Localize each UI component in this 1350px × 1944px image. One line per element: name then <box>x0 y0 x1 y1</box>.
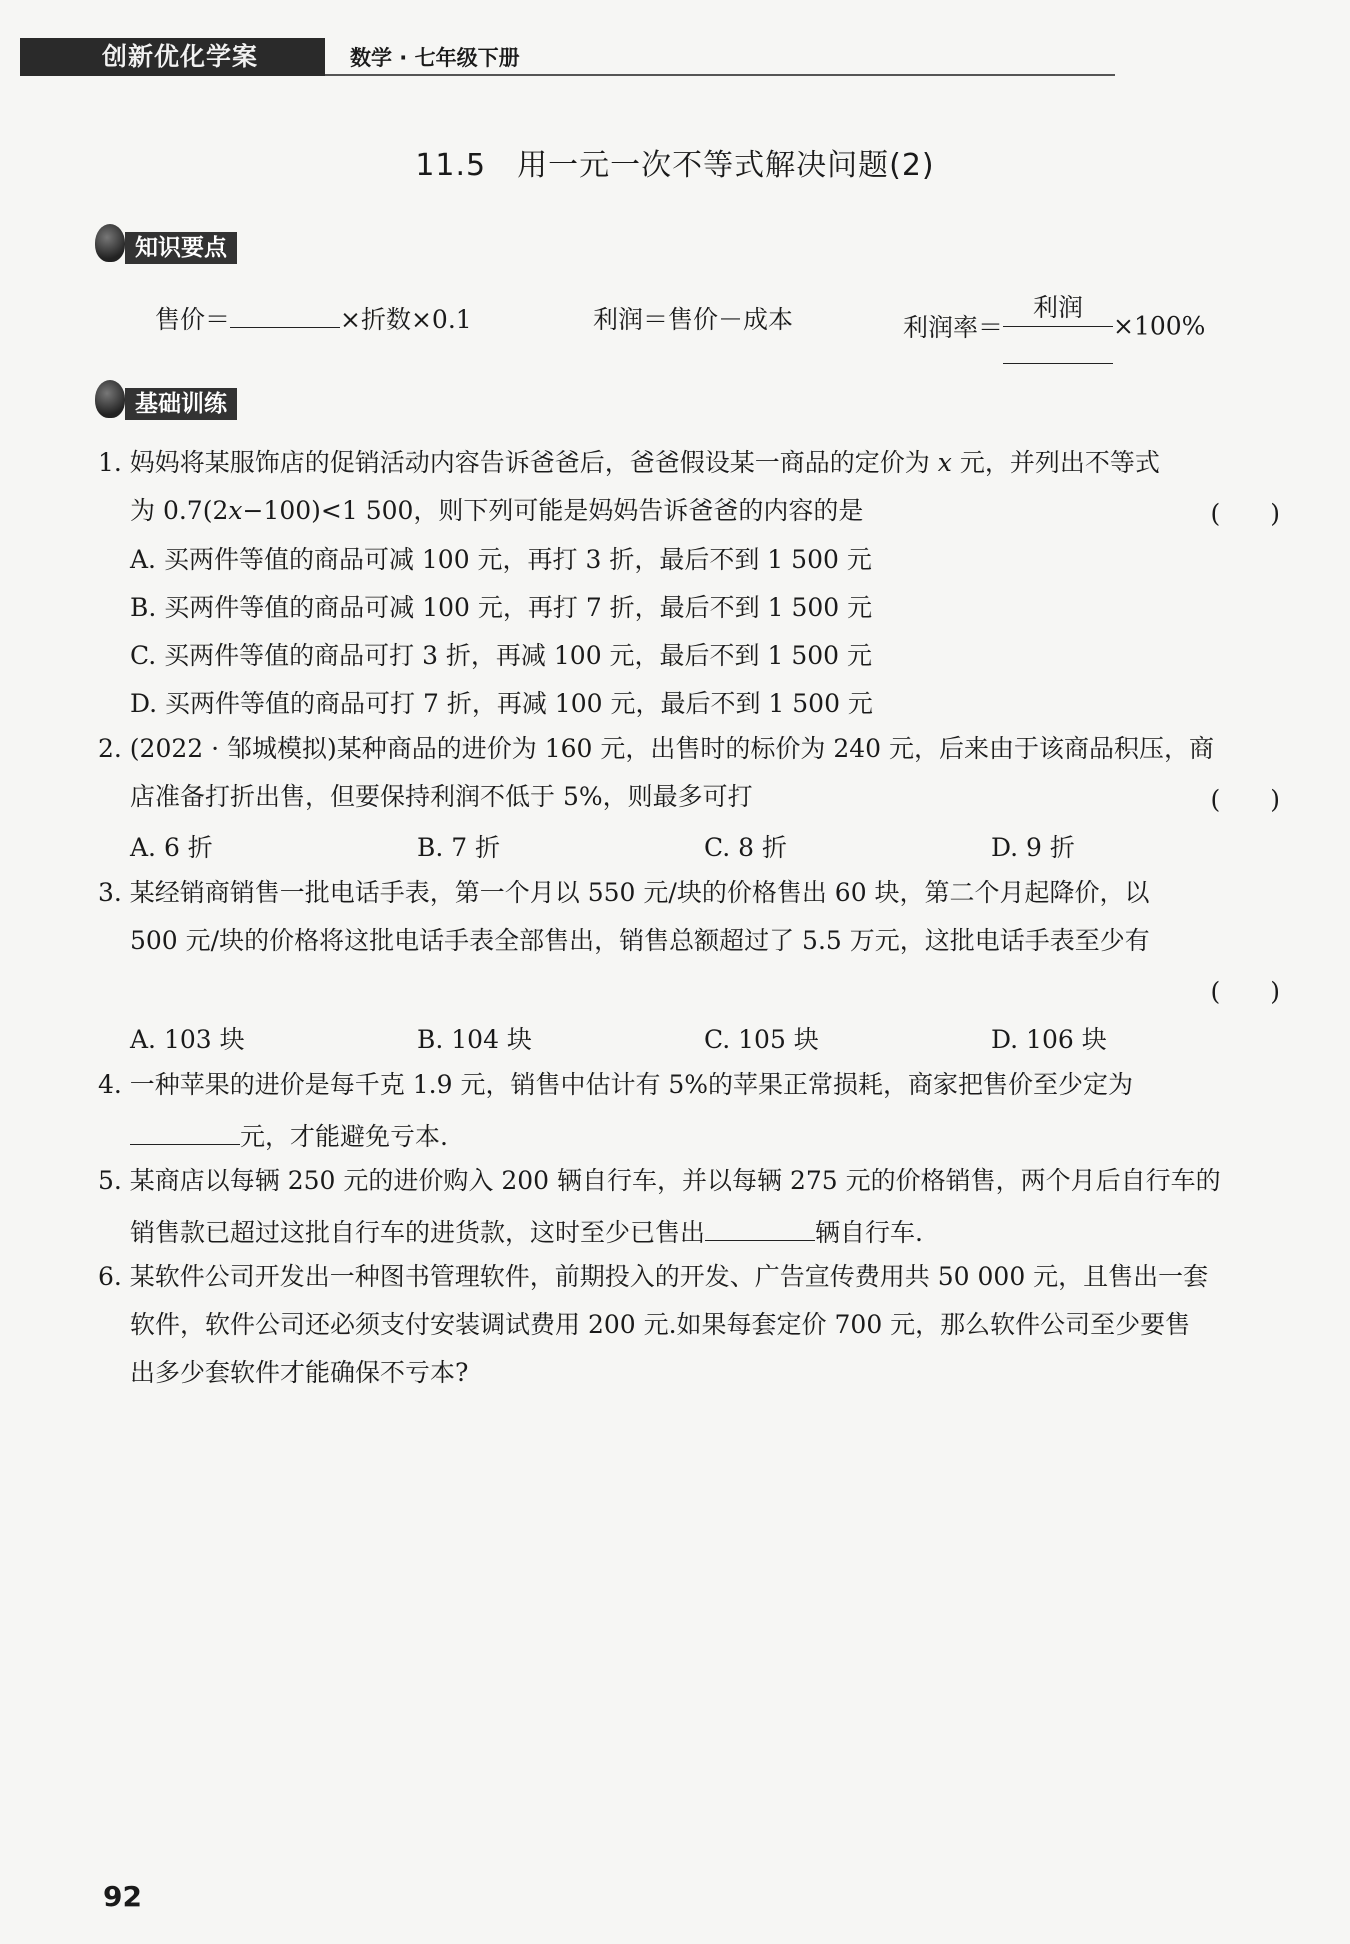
brand-logo: 创新优化学案 <box>20 38 325 76</box>
question-text: 为 0.7(2 <box>130 496 229 525</box>
formula-profit-rate <box>903 288 1205 364</box>
question-2-line-2: 店准备打折出售，但要保持利润不低于 5%，则最多可打 <box>130 782 753 811</box>
option-d: D. 买两件等值的商品可打 7 折，再减 100 元，最后不到 1 500 元 <box>130 689 873 718</box>
option-c: C. 买两件等值的商品可打 3 折，再减 100 元，最后不到 1 500 元 <box>130 641 873 670</box>
question-4-line-1: 4. 一种苹果的进价是每千克 1.9 元，销售中估计有 5%的苹果正常损耗，商家把售价至少定为 <box>98 1070 1134 1099</box>
option-b: B. 买两件等值的商品可减 100 元，再打 7 折，最后不到 1 500 元 <box>130 593 873 622</box>
fraction <box>1003 288 1113 364</box>
question-text: 1. 妈妈将某服饰店的促销活动内容告诉爸爸后，爸爸假设某一商品的定价为 <box>98 448 930 477</box>
option-c: C. 8 折 <box>704 833 787 862</box>
option-b: B. 104 块 <box>417 1025 532 1054</box>
formula-price <box>155 300 472 336</box>
option-a: A. 6 折 <box>130 833 213 862</box>
question-text: 销售款已超过这批自行车的进货款，这时至少已售出 <box>130 1218 706 1247</box>
formula-text: ×折数×0.1 <box>340 305 472 334</box>
question-5-line-1: 5. 某商店以每辆 250 元的进价购入 200 辆自行车，并以每辆 275 元的价格销售，两个月后自行车的 <box>98 1166 1221 1195</box>
fraction-denominator-blank <box>1003 329 1113 364</box>
question-3-line-2: 500 元/块的价格将这批电话手表全部售出，销售总额超过了 5.5 万元，这批电话手表至少有 <box>130 926 1150 955</box>
option-d: D. 9 折 <box>991 833 1075 862</box>
answer-blank[interactable] <box>705 1212 815 1241</box>
option-b: B. 7 折 <box>417 833 501 862</box>
section-label: 知识要点 <box>125 232 237 264</box>
subject-label: 数学 · 七年级下册 <box>350 46 520 70</box>
blank-line <box>230 327 340 328</box>
question-4-line-2 <box>130 1116 448 1154</box>
answer-parentheses: ( ) <box>1210 977 1280 1006</box>
question-5-line-2 <box>130 1212 923 1250</box>
page-title: 11.5 用一元一次不等式解决问题(2) <box>415 148 935 183</box>
question-3-line-1: 3. 某经销商销售一批电话手表，第一个月以 550 元/块的价格售出 60 块，第二个月起降价，以 <box>98 878 1150 907</box>
formula-text: 利润＝售价－成本 <box>593 305 794 334</box>
fraction-numerator: 利润 <box>1003 288 1113 327</box>
lightbulb-icon <box>95 380 125 418</box>
question-1-line-2 <box>130 494 863 528</box>
question-2-line-1: 2. (2022 · 邹城模拟)某种商品的进价为 160 元，出售时的标价为 240 元，后来由于该商品积压，商 <box>98 734 1214 763</box>
formula-text: 利润率＝ <box>903 313 1004 342</box>
section-label: 基础训练 <box>125 388 237 420</box>
question-text: 元，才能避免亏本. <box>240 1122 448 1151</box>
variable: x <box>937 448 952 477</box>
page-header <box>20 38 1090 80</box>
option-a: A. 买两件等值的商品可减 100 元，再打 3 折，最后不到 1 500 元 <box>130 545 872 574</box>
formula-profit <box>593 300 793 336</box>
question-6-line-2: 软件，软件公司还必须支付安装调试费用 200 元.如果每套定价 700 元，那么软件公司至少要售 <box>130 1310 1191 1339</box>
question-6-line-3: 出多少套软件才能确保不亏本? <box>130 1358 469 1387</box>
question-1-line-1 <box>98 446 1160 480</box>
answer-parentheses: ( ) <box>1210 785 1280 814</box>
question-6-line-1: 6. 某软件公司开发出一种图书管理软件，前期投入的开发、广告宣传费用共 50 000 元，且售出一套 <box>98 1262 1209 1291</box>
option-d: D. 106 块 <box>991 1025 1107 1054</box>
question-text: −100)<1 500，则下列可能是妈妈告诉爸爸的内容的是 <box>242 496 864 525</box>
question-text: 辆自行车. <box>815 1218 923 1247</box>
option-a: A. 103 块 <box>130 1025 245 1054</box>
formula-text: ×100% <box>1113 311 1206 341</box>
option-c: C. 105 块 <box>704 1025 819 1054</box>
lightbulb-icon <box>95 224 125 262</box>
header-divider <box>325 74 1115 76</box>
answer-blank[interactable] <box>130 1116 240 1145</box>
answer-parentheses: ( ) <box>1210 499 1280 528</box>
page-number: 92 <box>103 1880 142 1913</box>
variable: x <box>228 496 243 525</box>
question-text: 元，并列出不等式 <box>951 448 1160 477</box>
formula-text: 售价＝ <box>155 305 231 334</box>
